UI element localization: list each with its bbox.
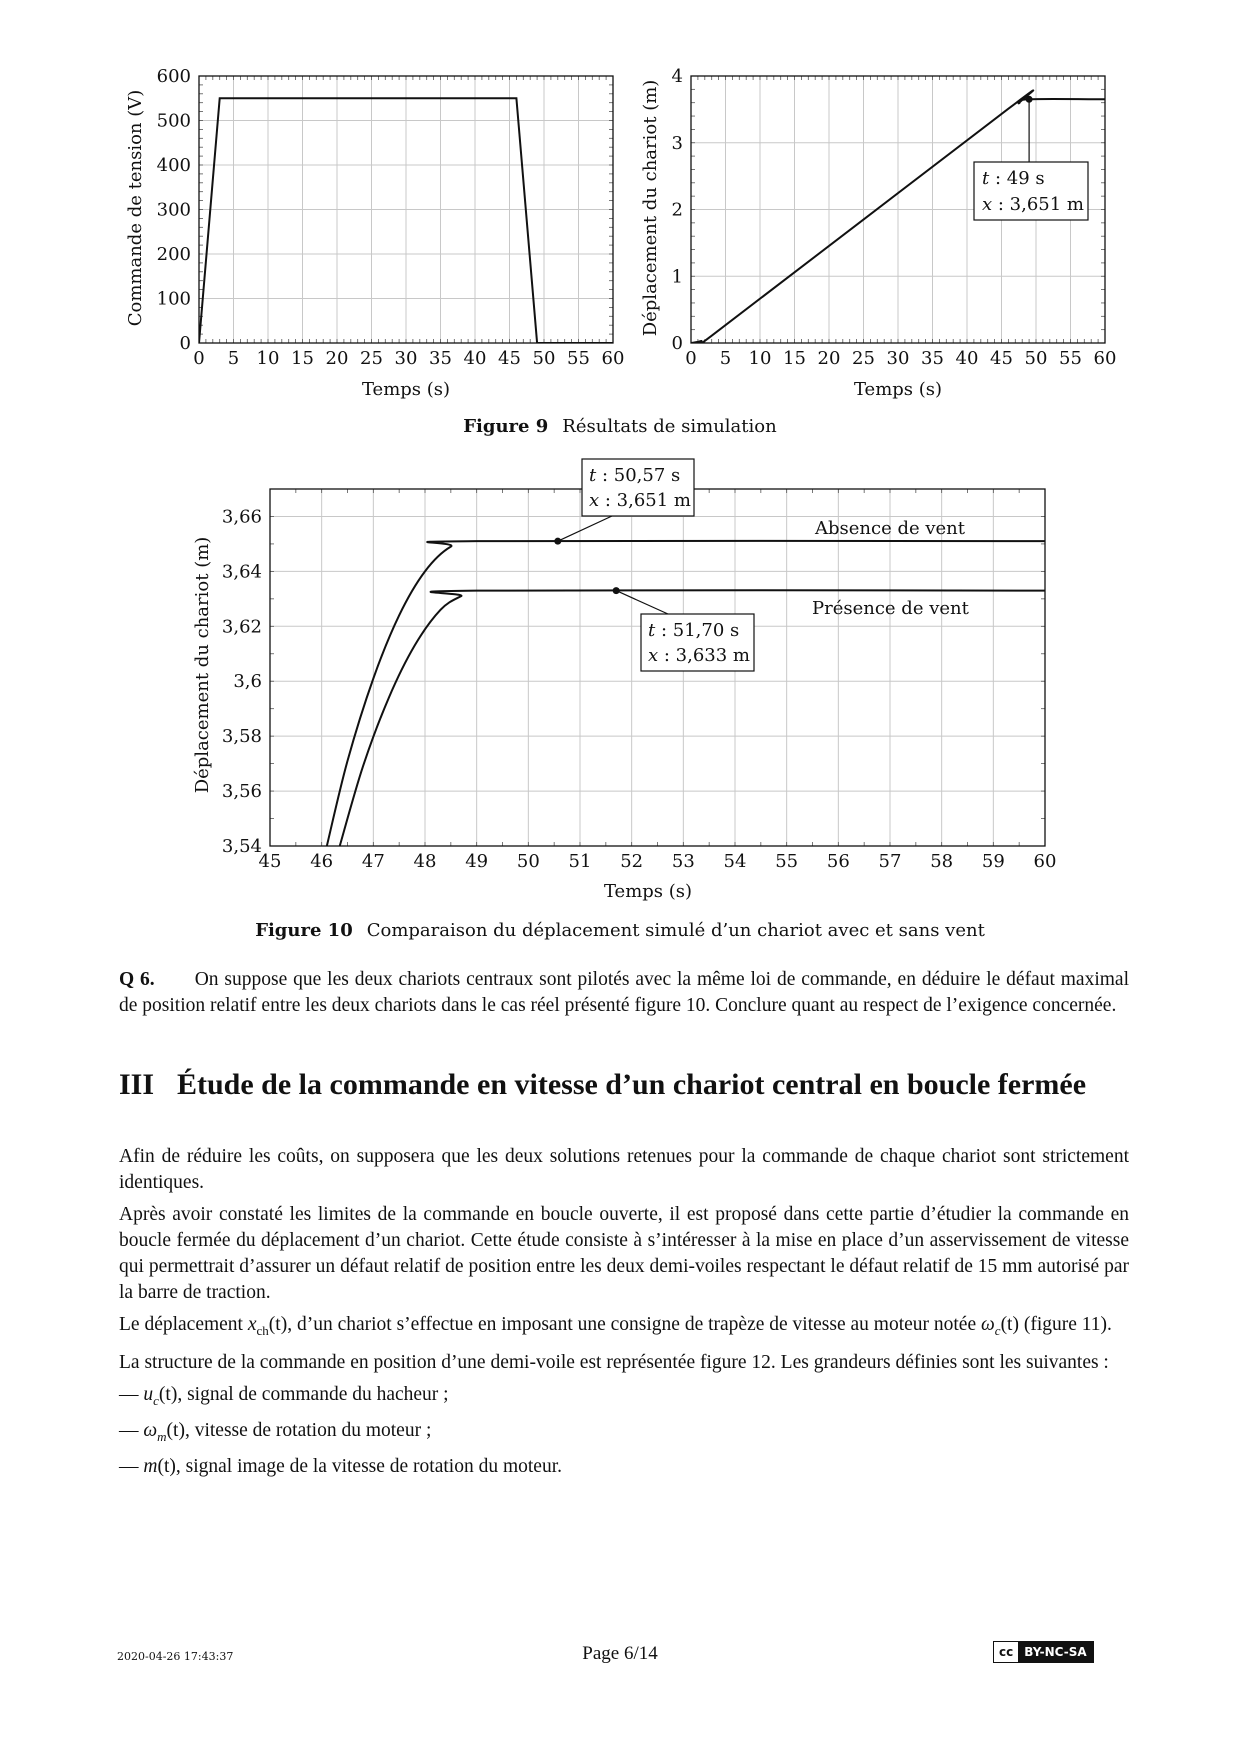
x-tick-label: 56 [826,851,850,872]
y-tick-label: 3,64 [221,561,262,583]
x-tick-label: 52 [620,851,644,872]
y-tick-label: 0 [179,333,191,354]
x-tick-label: 10 [748,348,772,369]
x-tick-label: 25 [360,348,383,369]
y-tick-label: 3 [671,132,683,154]
figure10-label-no-wind: Absence de vent [815,518,966,539]
section-body [119,1144,1129,1490]
figure9-left-xlabel: Temps (s) [361,379,451,400]
series-line [327,541,1045,846]
figure10-annotation-wind [641,614,754,671]
x-tick-label: 0 [193,348,205,369]
x-tick-label: 0 [685,348,697,369]
figure9-left-ylabel: Commande de tension (V) [125,89,146,327]
x-tick-label: 5 [719,348,732,369]
footer-page-number: Page 6/14 [582,1643,658,1664]
paragraph-4: La structure de la commande en position d’une demi-voile est représentée figure 12. Les grandeurs définies sont les suivantes : [119,1351,1109,1373]
y-tick-label: 200 [156,244,191,265]
x-tick-label: 48 [413,851,437,872]
section-number: III [119,1068,155,1101]
y-tick-label: 3,56 [221,781,262,803]
list-item: — $u_c(t)$, signal de commande du hacheur ; [119,1383,449,1408]
x-tick-label: 55 [1059,348,1082,369]
figure9-label: Figure 9 [463,416,549,437]
figure10-annotation-no-wind [582,459,694,516]
x-tick-label: 53 [671,851,695,872]
figure9-left-plot [157,66,625,369]
x-tick-label: 54 [723,851,747,872]
x-tick-label: 46 [310,851,334,872]
annotation-leader [558,516,612,541]
x-tick-label: 50 [516,851,540,872]
x-tick-label: 5 [227,348,240,369]
x-tick-label: 35 [921,348,944,369]
x-tick-label: 10 [256,348,280,369]
figure10-ylabel: Déplacement du chariot (m) [192,536,213,794]
paragraph-1: Afin de réduire les coûts, on supposera que les deux solutions retenues pour la commande de chaque chariot sont strictement identiques. [119,1146,1129,1193]
figure10-xlabel: Temps (s) [603,881,693,902]
x-tick-label: 60 [1033,851,1057,872]
annotation-leader [616,591,668,614]
x-tick-label: 47 [361,851,385,872]
svg-text:x : 3,651 m: x : 3,651 m [982,194,1084,215]
x-tick-label: 40 [955,348,979,369]
y-tick-label: 300 [156,199,191,221]
paragraph-3: Le déplacement $x_{ch}(t)$, d’un chariot s’effectue en imposant une consigne de trapèze de vitesse au moteur notée $\omega_c(t)$ (figure 11). [119,1314,1112,1338]
question-number: Q 6. [119,969,155,990]
svg-text:t : 51,70 s: t : 51,70 s [648,620,740,641]
y-tick-label: 3,62 [221,616,262,638]
x-tick-label: 20 [817,348,841,369]
x-tick-label: 25 [852,348,875,369]
x-tick-label: 49 [465,851,489,872]
figure10-caption [0,920,1240,941]
figure9-right-annotation [974,162,1088,220]
y-tick-label: 400 [156,155,191,176]
annotation-point [1026,96,1033,103]
figure9-caption [0,416,1240,437]
y-tick-label: 1 [671,266,683,288]
svg-text:t : 49 s: t : 49 s [982,168,1045,189]
license-text: BY-NC-SA [1024,1645,1087,1659]
y-tick-label: 600 [156,66,191,87]
x-tick-label: 45 [498,348,521,369]
y-tick-label: 500 [156,110,191,132]
x-tick-label: 57 [878,851,902,872]
series-line [687,90,1105,354]
question-text: On suppose que les deux chariots centraux sont pilotés avec la même loi de commande, en déduire le défaut maximal de position relatif entre les deux chariots dans le cas réel présenté figure 10. Conclure quant au respect de l’exigence concernée. [119,969,1129,1016]
figure10-caption-text: Comparaison du déplacement simulé d’un chariot avec et sans vent [366,920,985,941]
x-tick-label: 60 [1093,348,1117,369]
definitions-list [119,1382,1129,1486]
figure9-right-ylabel: Déplacement du chariot (m) [640,79,661,337]
y-tick-label: 100 [156,288,191,310]
svg-text:t : 50,57 s: t : 50,57 s [589,465,681,486]
x-tick-label: 45 [258,851,282,872]
x-tick-label: 51 [568,851,592,872]
annotation-point [613,587,620,594]
x-tick-label: 30 [394,348,418,369]
paragraph-2: Après avoir constaté les limites de la commande en boucle ouverte, il est proposé dans cette partie d’étudier la commande en boucle fermée du déplacement d’un chariot. Cette étude consiste à s’intéresser à la mise en place d’un asservissement de vitesse qui permettrait d’assurer un défaut relatif de position entre les deux demi-voiles respectant le défaut relatif de 15 mm autorisé par la barre de traction. [119,1204,1129,1303]
figure9-caption-text: Résultats de simulation [562,416,777,437]
figure10-plot [222,489,1057,872]
y-tick-label: 3,54 [221,836,262,857]
list-item: — m(t), signal image de la vitesse de rotation du moteur. [119,1455,562,1477]
x-tick-label: 55 [775,851,799,872]
x-tick-label: 45 [990,348,1013,369]
section-heading [119,1067,1139,1103]
y-tick-label: 0 [671,333,683,354]
question-6 [119,967,1129,1025]
x-tick-label: 50 [1024,348,1048,369]
x-tick-label: 35 [429,348,452,369]
x-tick-label: 30 [886,348,910,369]
x-tick-label: 40 [463,348,487,369]
x-tick-label: 55 [567,348,590,369]
list-item: — $\omega_m(t)$, vitesse de rotation du moteur ; [119,1419,432,1444]
x-tick-label: 60 [601,348,625,369]
section-title: Étude de la commande en vitesse d’un chariot central en boucle fermée [177,1068,1087,1101]
svg-text:x : 3,651 m: x : 3,651 m [589,490,691,511]
y-tick-label: 3,58 [221,726,262,748]
y-tick-label: 2 [671,199,683,221]
footer-timestamp: 2020-04-26 17:43:37 [117,1650,234,1663]
annotation-point [554,538,561,545]
x-tick-label: 20 [325,348,349,369]
x-tick-label: 15 [291,348,314,369]
x-tick-label: 50 [532,348,556,369]
y-tick-label: 3,6 [233,671,262,693]
x-tick-label: 59 [981,851,1005,872]
svg-text:x : 3,633 m: x : 3,633 m [648,645,750,666]
figure10-label-wind: Présence de vent [812,598,969,619]
figure10-label: Figure 10 [255,920,353,941]
cc-icon: cc [994,1642,1018,1662]
figure9-right-xlabel: Temps (s) [853,379,943,400]
x-tick-label: 58 [930,851,954,872]
y-tick-label: 3,66 [221,506,262,528]
license-badge [993,1641,1094,1663]
y-tick-label: 4 [671,66,683,87]
x-tick-label: 15 [783,348,806,369]
